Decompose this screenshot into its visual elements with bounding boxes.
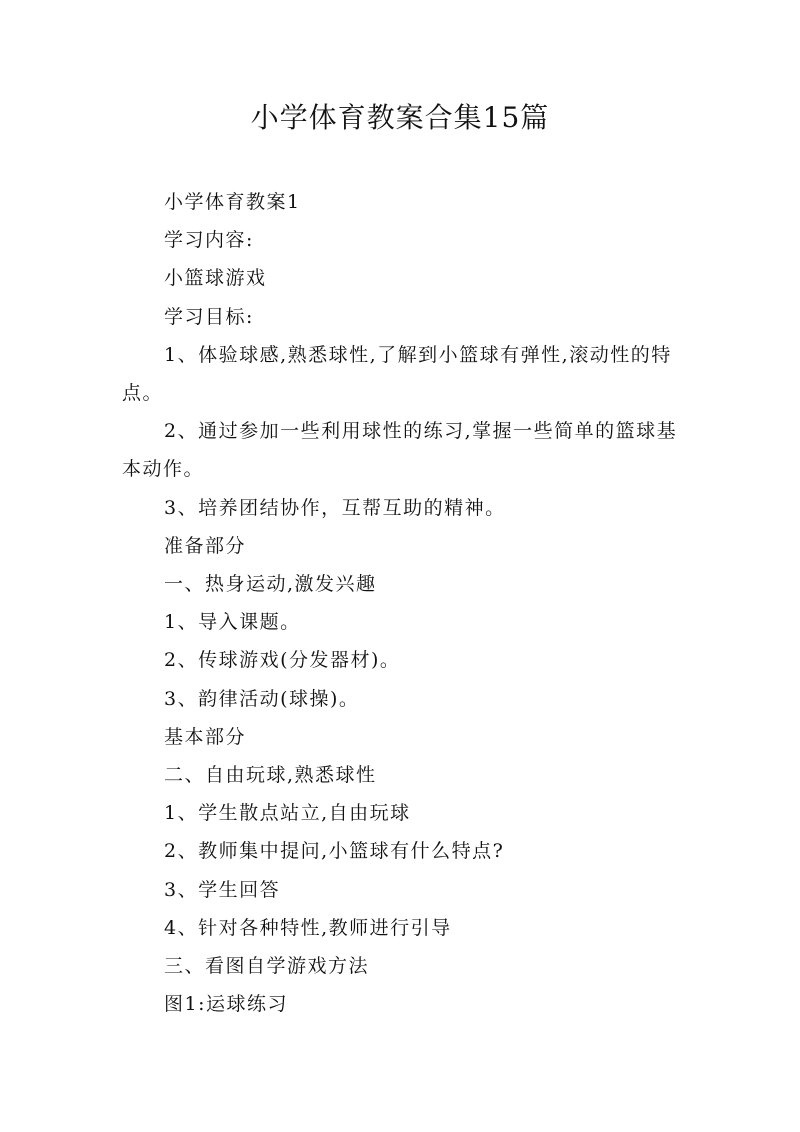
- paragraph-freeplay-1: 1、学生散点站立,自由玩球: [164, 802, 411, 825]
- paragraph-goal-2: 2、通过参加一些利用球性的练习,掌握一些简单的篮球基本动作。: [122, 420, 678, 481]
- paragraph-freeplay-3: 3、学生回答: [164, 878, 281, 901]
- paragraph-basic-section: 基本部分: [164, 725, 247, 748]
- paragraph-freeplay-heading: 二、自由玩球,熟悉球性: [164, 764, 377, 787]
- paragraph-content-label: 学习内容:: [164, 229, 254, 252]
- paragraph-figure-caption: 图1:运球练习: [164, 993, 288, 1016]
- paragraph-warmup-heading: 一、热身运动,激发兴趣: [164, 573, 377, 596]
- paragraph-freeplay-2: 2、教师集中提问,小篮球有什么特点?: [164, 840, 505, 863]
- paragraph-prep-section: 准备部分: [164, 534, 247, 557]
- document-body: [122, 183, 697, 1023]
- paragraph-goal-3: 3、培养团结协作，互帮互助的精神。: [164, 496, 506, 519]
- paragraph-content: 小篮球游戏: [164, 267, 267, 290]
- paragraph-warmup-2: 2、传球游戏(分发器材)。: [164, 649, 401, 672]
- paragraph-warmup-3: 3、韵律活动(球操)。: [164, 687, 360, 710]
- document-title: 小学体育教案合集15篇: [250, 101, 550, 134]
- paragraph-lesson-heading: 小学体育教案1: [164, 191, 301, 213]
- paragraph-self-study-heading: 三、看图自学游戏方法: [164, 955, 370, 978]
- paragraph-goals-label: 学习目标:: [164, 305, 254, 328]
- paragraph-goal-1: 1、体验球感,熟悉球性,了解到小篮球有弹性,滚动性的特点。: [122, 343, 672, 405]
- paragraph-warmup-1: 1、导入课题。: [164, 611, 301, 634]
- paragraph-freeplay-4: 4、针对各种特性,教师进行引导: [164, 916, 452, 939]
